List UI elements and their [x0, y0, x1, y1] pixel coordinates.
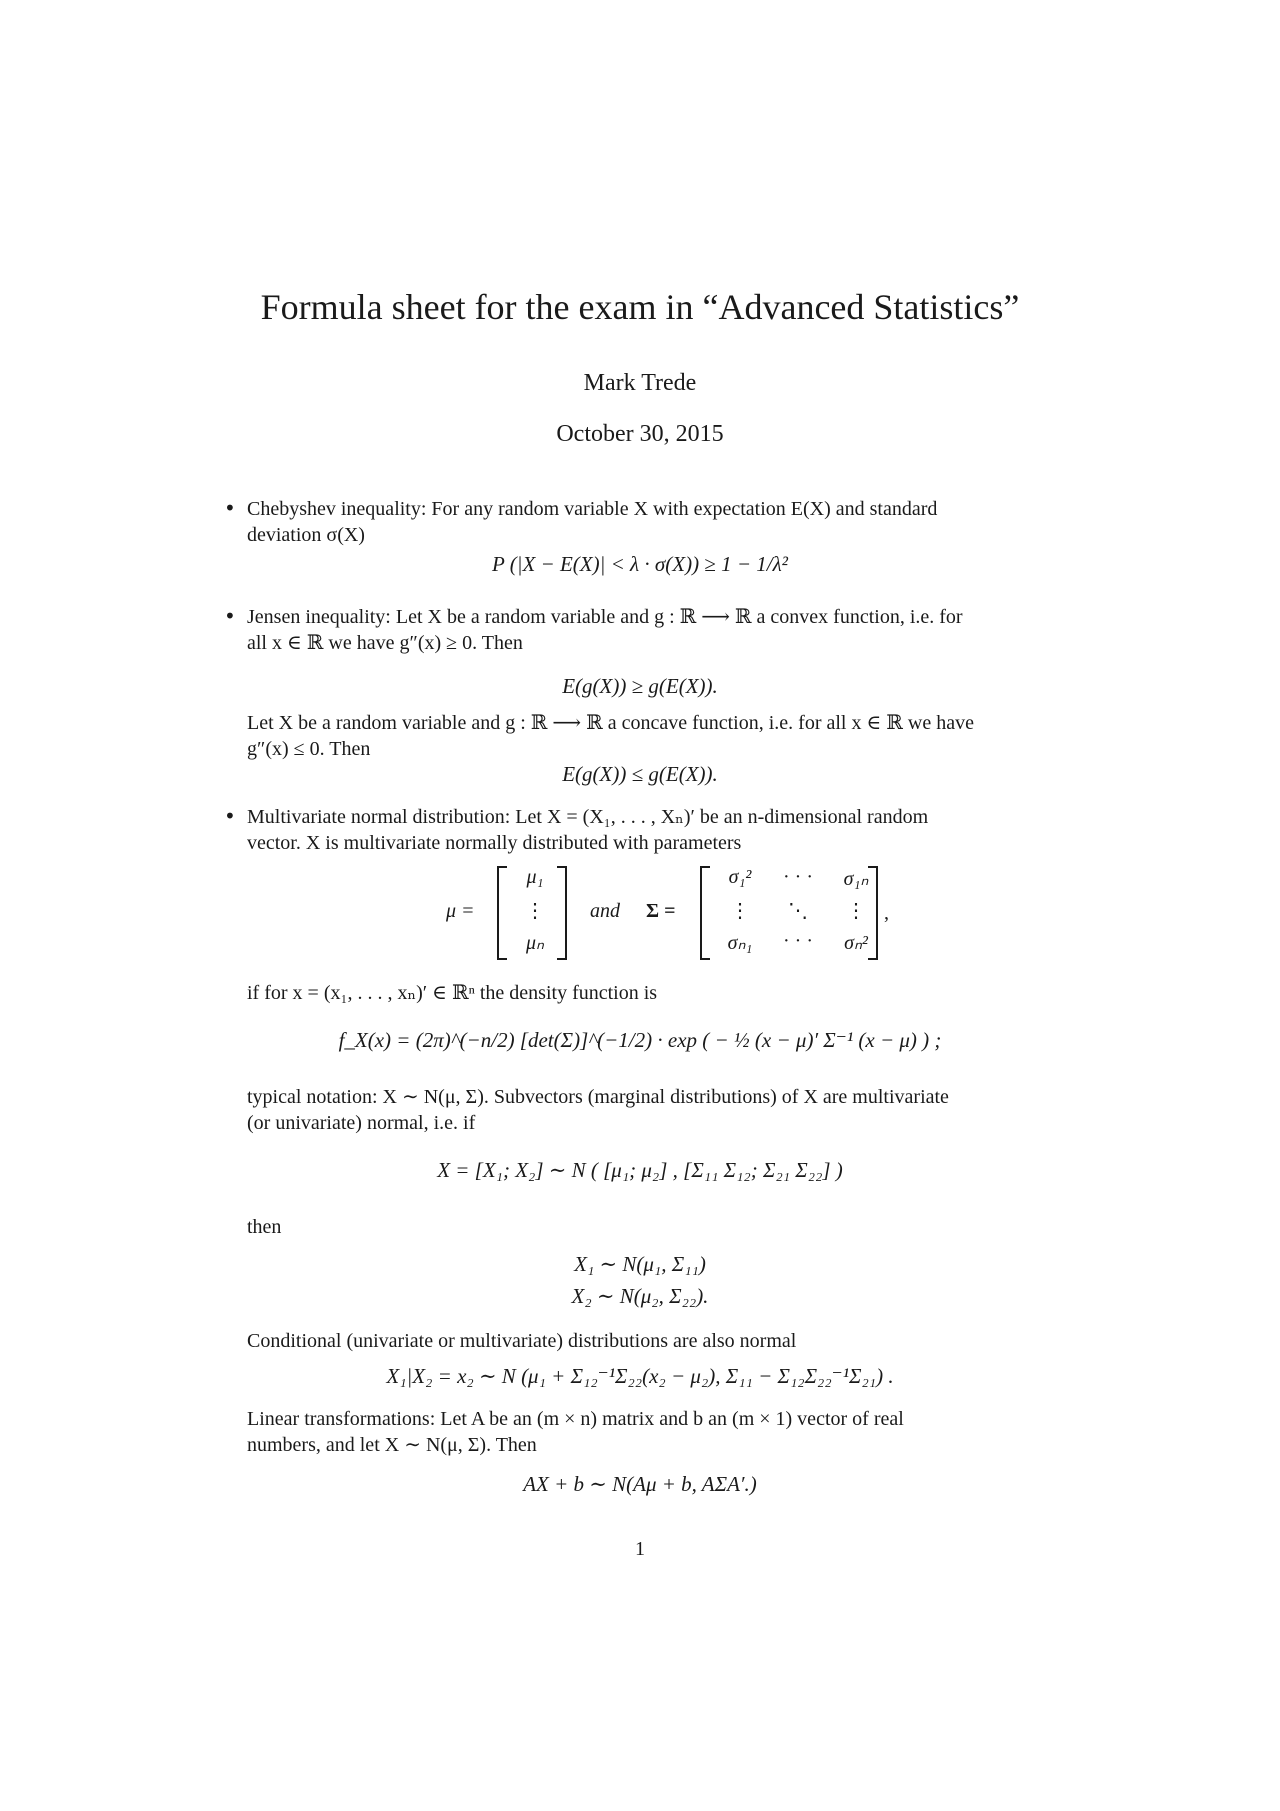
- document-date: October 30, 2015: [556, 421, 724, 447]
- sigma-cell: σ₁²: [728, 866, 752, 888]
- sigma-cell: · · ·: [783, 930, 813, 952]
- mvn-line7: Linear transformations: Let A be an (m × n) matrix and b an (m × 1) vector of real: [247, 1408, 904, 1430]
- jensen-line1: Jensen inequality: Let X be a random variable and g : ℝ ⟶ ℝ a convex function, i.e. for: [247, 606, 963, 628]
- chebyshev-line1: Chebyshev inequality: For any random variable X with expectation E(X) and standard: [247, 498, 938, 520]
- mvn-line2: vector. X is multivariate normally distributed with parameters: [247, 832, 742, 854]
- sigma-cell: ⋮: [730, 900, 750, 922]
- mu-right-bracket: [557, 866, 567, 960]
- jensen-formula-convex: E(g(X)) ≥ g(E(X)).: [562, 674, 718, 698]
- chebyshev-line2: deviation σ(X): [247, 524, 365, 546]
- linear-formula: AX + b ∼ N(Aμ + b, AΣA′.): [523, 1472, 757, 1496]
- jensen-line3: Let X be a random variable and g : ℝ ⟶ ℝ a concave function, i.e. for all x ∈ ℝ we have: [247, 712, 974, 734]
- sigma-cell: ⋱: [788, 900, 808, 922]
- then-label: then: [247, 1216, 282, 1238]
- document-title: Formula sheet for the exam in “Advanced Statistics”: [260, 287, 1020, 327]
- sigma-cell: σₙ₁: [727, 932, 753, 954]
- sigma-left-bracket: [700, 866, 710, 960]
- bullet-icon: •: [224, 496, 236, 520]
- mvn-line4: typical notation: X ∼ N(μ, Σ). Subvectors (marginal distributions) of X are multivariate: [247, 1086, 949, 1108]
- mvn-line5: (or univariate) normal, i.e. if: [247, 1112, 476, 1134]
- chebyshev-formula: P (|X − E(X)| < λ · σ(X)) ≥ 1 − 1/λ²: [492, 552, 788, 576]
- jensen-line4: g″(x) ≤ 0. Then: [247, 738, 371, 760]
- page-number: 1: [635, 1538, 645, 1560]
- mu-left-bracket: [497, 866, 507, 960]
- conditional-formula: X₁|X₂ = x₂ ∼ N (μ₁ + Σ₁₂⁻¹Σ₂₂(x₂ − μ₂), Σ₁₁ − Σ₁₂Σ₂₂⁻¹Σ₂₁) .: [386, 1364, 894, 1388]
- partition-formula: X = [X₁; X₂] ∼ N ( [μ₁; μ₂] , [Σ₁₁ Σ₁₂; Σ₂₁ Σ₂₂] ): [437, 1158, 843, 1182]
- mu-entry: μ₁: [526, 866, 544, 888]
- bullet-icon: •: [224, 604, 236, 628]
- marginal-1: X₁ ∼ N(μ₁, Σ₁₁): [574, 1252, 706, 1276]
- mu-label: μ =: [446, 900, 475, 922]
- matrix-comma: ,: [884, 902, 889, 924]
- mu-entry: ⋮: [525, 900, 545, 922]
- sigma-label: Σ =: [646, 900, 676, 922]
- jensen-formula-concave: E(g(X)) ≤ g(E(X)).: [562, 762, 718, 786]
- density-formula: f_X(x) = (2π)^(−n/2) [det(Σ)]^(−1/2) · exp ( − ½ (x − μ)′ Σ⁻¹ (x − μ) ) ;: [338, 1028, 942, 1052]
- mu-entry: μₙ: [525, 932, 544, 954]
- mvn-line6: Conditional (univariate or multivariate) distributions are also normal: [247, 1330, 797, 1352]
- document-author: Mark Trede: [583, 370, 697, 396]
- sigma-cell: · · ·: [783, 866, 813, 888]
- marginal-2: X₂ ∼ N(μ₂, Σ₂₂).: [571, 1284, 709, 1308]
- mvn-line8: numbers, and let X ∼ N(μ, Σ). Then: [247, 1434, 537, 1456]
- sigma-cell: ⋮: [846, 900, 866, 922]
- mvn-line3: if for x = (x₁, . . . , xₙ)′ ∈ ℝⁿ the density function is: [247, 982, 658, 1004]
- sigma-right-bracket: [868, 866, 878, 960]
- jensen-line2: all x ∈ ℝ we have g″(x) ≥ 0. Then: [247, 632, 523, 654]
- and-label: and: [590, 900, 620, 922]
- bullet-icon: •: [224, 804, 236, 828]
- sigma-cell: σ₁ₙ: [843, 868, 869, 890]
- sigma-cell: σₙ²: [844, 932, 868, 954]
- mvn-line1: Multivariate normal distribution: Let X = (X₁, . . . , Xₙ)′ be an n-dimensional random: [247, 806, 929, 828]
